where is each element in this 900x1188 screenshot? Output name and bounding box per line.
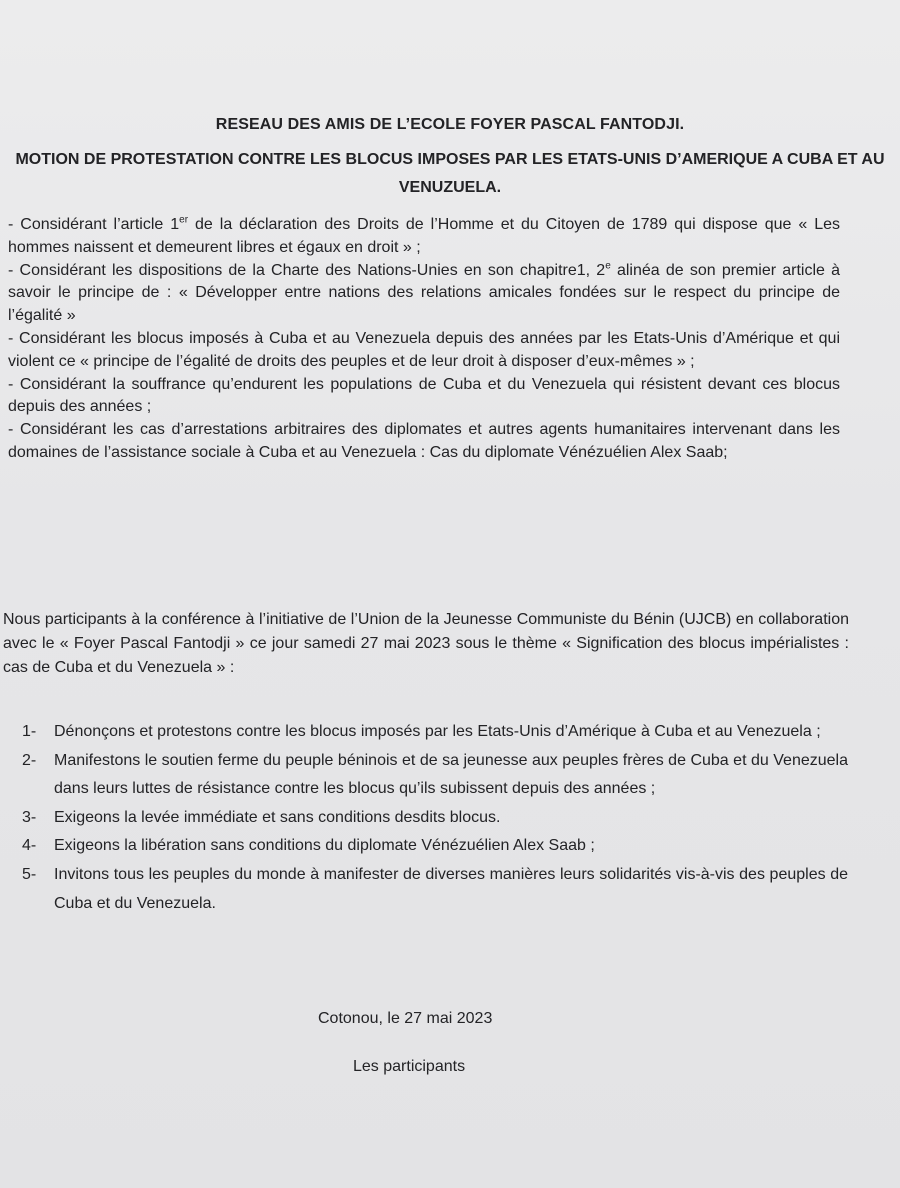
resolution-number: 4- — [22, 837, 37, 855]
resolution-text: Exigeons la libération sans conditions du diplomate Vénézuélien Alex Saab ; — [54, 837, 595, 855]
resolution-text: Exigeons la levée immédiate et sans conditions desdits blocus. — [54, 808, 501, 826]
resolution-number: 1- — [22, 723, 37, 740]
resolution-text: Invitons tous les peuples du monde à manifester de diverses manières leurs solidarités vis-à-vis des peuples de Cuba et du Venezuela. — [54, 865, 848, 912]
resolution-text: Dénonçons et protestons contre les blocus imposés par les Etats-Unis d’Amérique à Cuba et au Venezuela ; — [54, 723, 821, 740]
consideration-5: - Considérant les cas d’arrestations arbitraires des diplomates et autres agents humanitaires intervenant dans les domaines de l’assistance sociale à Cuba et au Venezuela : Cas du diplomate Vénézuélien Alex Saab; — [8, 421, 840, 461]
resolution-item — [22, 718, 848, 747]
considerations-section — [8, 214, 840, 465]
place-date: Cotonou, le 27 mai 2023 — [318, 1010, 493, 1027]
motion-title: MOTION DE PROTESTATION CONTRE LES BLOCUS IMPOSES PAR LES ETATS-UNIS D’AMERIQUE A CUBA ET AU VENUZUELA. — [15, 151, 885, 196]
consideration-2: - Considérant les dispositions de la Charte des Nations-Unies en son chapitre1, 2e alinéa de son premier article à savoir le principe de : « Développer entre nations des relations amicales fondées sur le respect du principe de l’égalité » — [8, 260, 841, 325]
intro-paragraph: Nous participants à la conférence à l’initiative de l’Union de la Jeunesse Communiste du Bénin (UJCB) en collaboration avec le « Foyer Pascal Fantodji » ce jour samedi 27 mai 2023 sous le thème « Signification des blocus impérialistes : cas de Cuba et du Venezuela » : — [3, 611, 849, 676]
resolutions-list — [22, 718, 848, 918]
resolution-number: 2- — [22, 751, 37, 769]
resolution-item — [22, 832, 848, 861]
resolution-item — [22, 747, 848, 804]
resolution-item — [22, 804, 848, 833]
resolution-item — [22, 861, 848, 918]
consideration-1: - Considérant l’article 1er de la déclaration des Droits de l’Homme et du Citoyen de 1789 qui dispose que « Les hommes naissent et demeurent libres et égaux en droit » ; — [8, 214, 840, 256]
signature: Les participants — [353, 1058, 466, 1075]
consideration-4: - Considérant la souffrance qu’endurent les populations de Cuba et du Venezuela qui résistent devant ces blocus depuis des années ; — [8, 375, 840, 416]
consideration-3: - Considérant les blocus imposés à Cuba et au Venezuela depuis des années par les Etats-Unis d’Amérique et qui violent ce « principe de l’égalité de droits des peuples et de leur droit à disposer d’eux-mêmes » ; — [8, 329, 840, 370]
resolution-number: 5- — [22, 865, 37, 883]
resolution-number: 3- — [22, 808, 37, 826]
network-title: RESEAU DES AMIS DE L’ECOLE FOYER PASCAL FANTODJI. — [215, 116, 685, 133]
resolution-text: Manifestons le soutien ferme du peuple béninois et de sa jeunesse aux peuples frères de Cuba et du Venezuela dans leurs luttes de résistance contre les blocus qu’ils subissent depuis des années ; — [54, 751, 848, 798]
